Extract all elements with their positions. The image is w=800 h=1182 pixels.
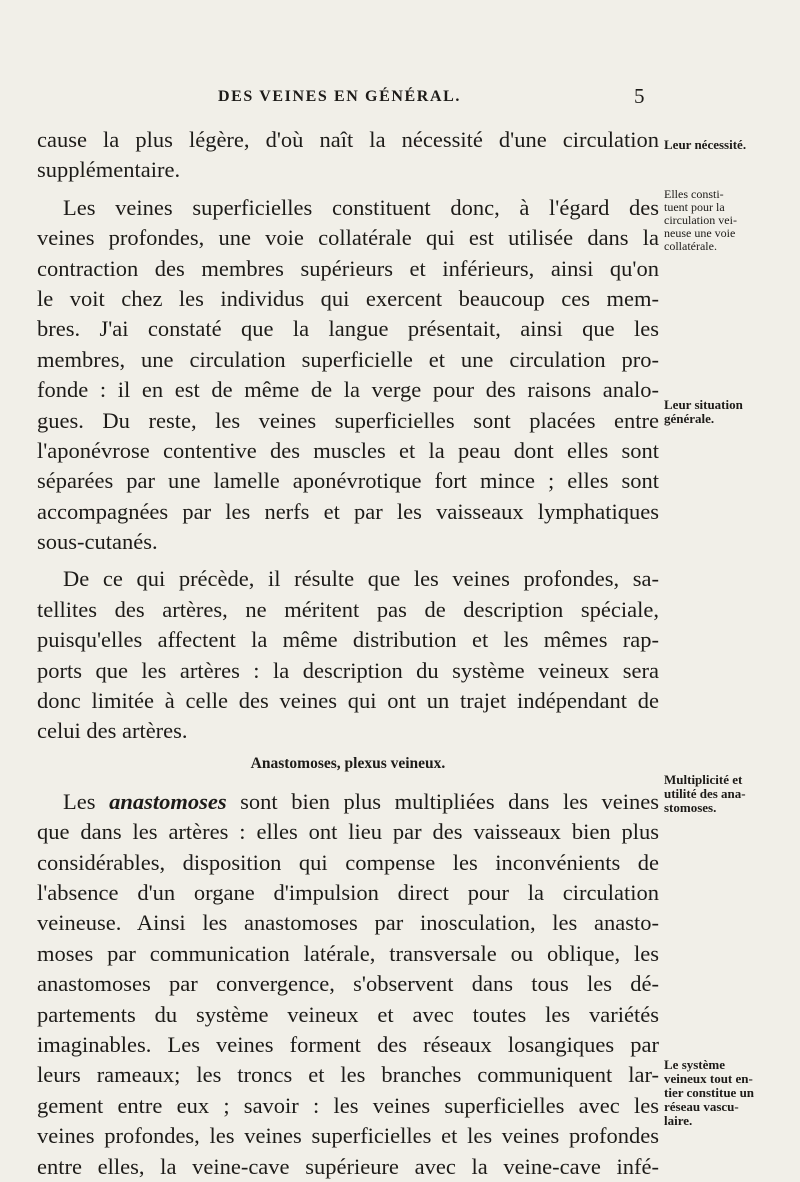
text-line: puisqu'elles affectent la même distribution et les mêmes rap- xyxy=(37,627,659,653)
sidenote-line: stomoses. xyxy=(664,800,717,815)
sidenote-line: Multiplicité et xyxy=(664,772,743,787)
sidenote-line: tier constitue un xyxy=(664,1085,755,1100)
sidenote-systeme xyxy=(664,1058,782,1128)
text-line: celui des artères. xyxy=(37,718,188,744)
text-line: sous-cutanés. xyxy=(37,529,158,555)
text-line: gues. Du reste, les veines superficielles sont placées entre xyxy=(37,407,659,433)
sidenote-line: laire. xyxy=(664,1113,693,1128)
text-line: tellites des artères, ne méritent pas de description spéciale, xyxy=(37,596,659,622)
text-line: accompagnées par les nerfs et par les vaisseaux lymphatiques xyxy=(37,498,659,524)
text-line: membres, une circulation superficielle et une circulation pro- xyxy=(37,346,659,372)
body-text xyxy=(37,125,659,1182)
text-line: veineuse. Ainsi les anastomoses par inosculation, les anasto- xyxy=(37,910,659,936)
sidenote-line: Elles consti- xyxy=(664,187,724,201)
sidenote-line: circulation vei- xyxy=(664,213,737,227)
text-line: l'absence d'un organe d'impulsion direct pour la circulation xyxy=(37,879,659,905)
text-line: anastomoses par convergence, s'observent dans tous les dé- xyxy=(37,971,659,997)
sidenote-line: Leur nécessité. xyxy=(664,137,747,152)
text-line: ports que les artères : la description du système veineux sera xyxy=(37,657,659,683)
text-line: contraction des membres supérieurs et inférieurs, ainsi qu'on xyxy=(37,255,659,281)
text-line: cause la plus légère, d'où naît la nécessité d'une circulation xyxy=(37,127,659,152)
sidenote-necessite xyxy=(664,138,782,152)
sidenote-line: réseau vascu- xyxy=(664,1099,739,1114)
text-line: supplémentaire. xyxy=(37,157,181,183)
section-heading: Anastomoses, plexus veineux. xyxy=(250,754,446,772)
sidenote-line: Leur situation xyxy=(664,397,743,412)
sidenote-line: générale. xyxy=(664,411,715,426)
text-line: veines profondes, une voie collatérale qui est utilisée dans la xyxy=(37,225,659,251)
sidenote-line: neuse une voie xyxy=(664,226,736,240)
text-line: le voit chez les individus qui exercent beaucoup ces mem- xyxy=(37,285,659,311)
sidenote-line: utilité des ana- xyxy=(664,786,746,801)
text-line: moses par communication latérale, transversale ou oblique, les xyxy=(37,940,659,966)
text-line: veines profondes, les veines superficielles et les veines profondes xyxy=(37,1123,659,1149)
text-line: entre elles, la veine-cave supérieure avec la veine-cave infé- xyxy=(37,1153,659,1179)
text-line: séparées par une lamelle aponévrotique fort mince ; elles sont xyxy=(37,468,659,494)
text-line: gement entre eux ; savoir : les veines superficielles avec les xyxy=(37,1092,659,1118)
paragraph-3 xyxy=(37,564,659,746)
sidenote-line: collatérale. xyxy=(664,239,717,253)
text-line: fonde : il en est de même de la verge pour des raisons analo- xyxy=(37,377,659,403)
text-line: De ce qui précède, il résulte que les veines profondes, sa- xyxy=(63,566,659,592)
sidenote-multiplicite xyxy=(664,773,782,815)
text-line: leurs rameaux; les troncs et les branches communiquent lar- xyxy=(37,1062,659,1088)
paragraph-2 xyxy=(37,193,659,558)
text-line: partements du système veineux et avec toutes les variétés xyxy=(37,1001,659,1027)
text-line: considérables, disposition qui compense les inconvénients de xyxy=(37,849,659,875)
sidenote-voie-collaterale xyxy=(664,188,782,253)
text-line: que dans les artères : elles ont lieu par des vaisseaux bien plus xyxy=(37,819,659,845)
page-number: 5 xyxy=(634,84,645,108)
text-line: Les veines superficielles constituent donc, à l'égard des xyxy=(63,194,659,220)
emphasized-term: anastomoses xyxy=(109,788,227,814)
paragraph-1 xyxy=(37,125,659,186)
page-header xyxy=(0,84,800,122)
text-line: Les anastomoses sont bien plus multipliées dans les veines xyxy=(63,788,659,814)
paragraph-4 xyxy=(37,787,659,1182)
sidenote-situation xyxy=(664,398,782,426)
sidenote-line: veineux tout en- xyxy=(664,1071,753,1086)
sidenote-line: Le système xyxy=(664,1057,726,1072)
running-title: DES VEINES EN GÉNÉRAL. xyxy=(218,88,461,105)
text-line: bres. J'ai constaté que la langue présentait, ainsi que les xyxy=(37,316,659,342)
text-line: l'aponévrose contentive des muscles et la peau dont elles sont xyxy=(37,437,659,463)
text-line: donc limitée à celle des veines qui ont un trajet indépendant de xyxy=(37,688,659,714)
sidenote-line: tuent pour la xyxy=(664,200,725,214)
text-line: imaginables. Les veines forment des réseaux losangiques par xyxy=(37,1031,659,1057)
